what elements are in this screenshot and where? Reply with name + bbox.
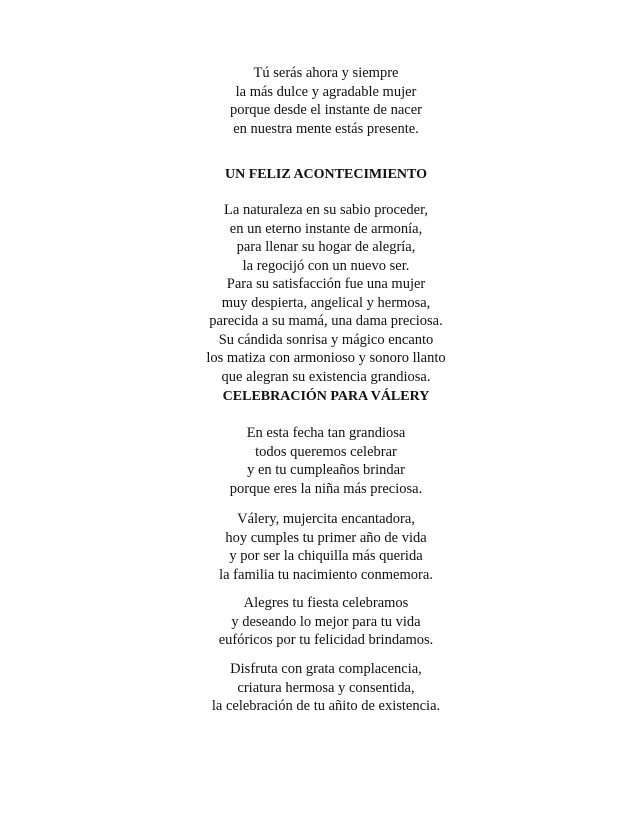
verse-line: En esta fecha tan grandiosa [246, 425, 406, 441]
verse-line: para llenar su hogar de alegría, [236, 239, 416, 255]
stanza-4 [0, 594, 638, 650]
verse-line: los matiza con armonioso y sonoro llanto [206, 350, 446, 366]
verse-line: porque eres la niña más preciosa. [229, 480, 423, 497]
verse-line: Disfruta con grata complacencia, [230, 661, 422, 677]
verse-line: y por ser la chiquilla más querida [229, 548, 423, 564]
verse-line: eufóricos por tu felicidad brindamos. [218, 632, 434, 648]
verse-line: todos queremos celebrar [255, 443, 397, 460]
verse-line: muy despierta, angelical y hermosa, [221, 294, 431, 311]
verse-line: porque desde el instante de nacer [229, 102, 423, 118]
verse-line: la familia tu nacimiento conmemora. [219, 566, 433, 583]
poem-title-1 [0, 166, 638, 184]
verse-line: Tú serás ahora y siempre [253, 65, 399, 81]
stanza-5 [0, 660, 638, 716]
stanza-3 [0, 510, 638, 584]
verse-line: en nuestra mente estás presente. [233, 120, 419, 137]
verse-line: parecida a su mamá, una dama preciosa. [209, 313, 443, 329]
verse-line: Alegres tu fiesta celebramos [243, 595, 409, 611]
verse-line: Para su satisfacción fue una mujer [226, 276, 426, 292]
stanza-1 [0, 201, 638, 386]
verse-line: criatura hermosa y consentida, [237, 679, 415, 696]
verse-line: y deseando lo mejor para tu vida [231, 613, 421, 630]
verse-line: La naturaleza en su sabio proceder, [224, 202, 428, 218]
verse-line: Su cándida sonrisa y mágico encanto [218, 331, 434, 348]
verse-line: la más dulce y agradable mujer [235, 83, 417, 100]
poem-title-2 [0, 388, 638, 406]
stanza-2 [0, 424, 638, 498]
verse-line: y en tu cumpleaños brindar [247, 462, 405, 478]
verse-line: Válery, mujercita encantadora, [237, 511, 415, 527]
section-heading: UN FELIZ ACONTECIMIENTO [224, 167, 427, 182]
verse-line: en un eterno instante de armonía, [229, 220, 423, 237]
section-heading: CELEBRACIÓN PARA VÁLERY [222, 389, 430, 404]
verse-line: hoy cumples tu primer año de vida [225, 529, 427, 546]
intro-stanza [0, 64, 638, 138]
verse-line: que alegran su existencia grandiosa. [221, 368, 431, 385]
verse-line: la regocijó con un nuevo ser. [242, 257, 410, 274]
verse-line: la celebración de tu añito de existencia. [211, 698, 441, 714]
